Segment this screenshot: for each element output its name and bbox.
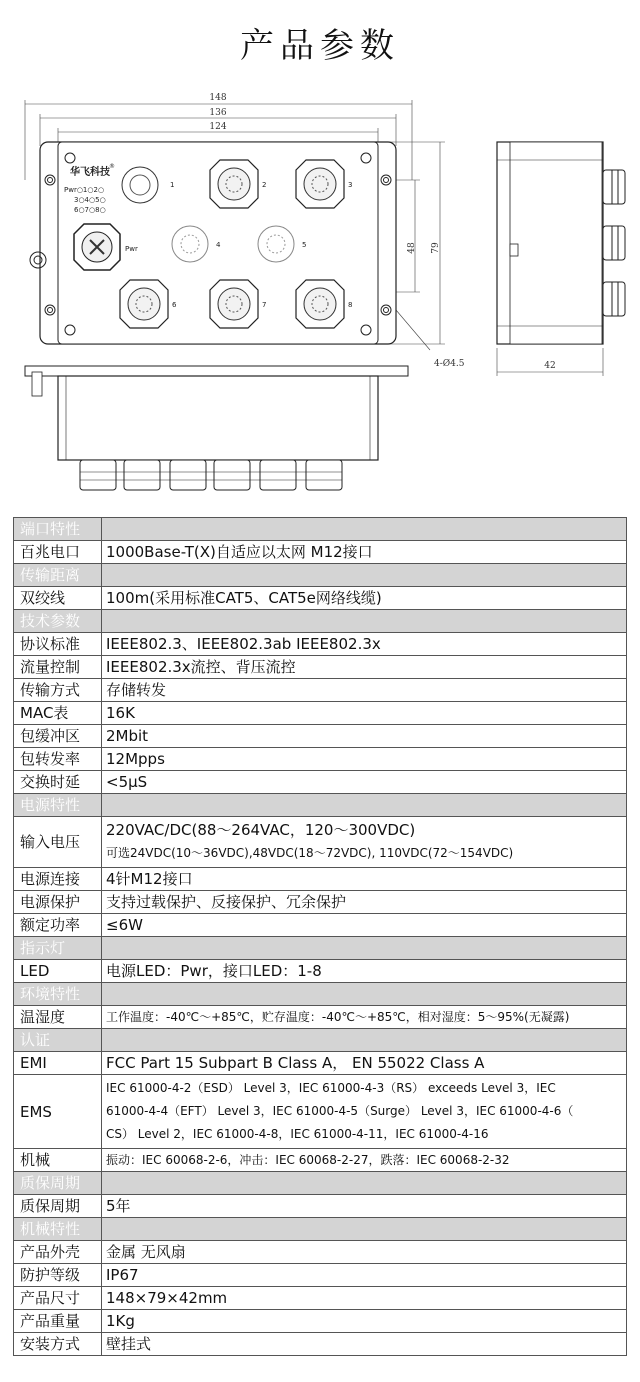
dim-148: 148 bbox=[209, 93, 227, 103]
spec-value: 16K bbox=[102, 702, 627, 725]
dim-hole: 4-Ø4.5 bbox=[434, 359, 465, 369]
spec-row bbox=[14, 1310, 627, 1333]
spec-label: EMS bbox=[14, 1075, 102, 1149]
side-view bbox=[497, 142, 625, 344]
spec-row bbox=[14, 1052, 627, 1075]
spec-value: 振动：IEC 60068-2-6，冲击：IEC 60068-2-27，跌落：IEC 60068-2-32 bbox=[102, 1149, 627, 1172]
spec-value: 12Mpps bbox=[102, 748, 627, 771]
section-blank-cell bbox=[102, 1172, 627, 1195]
spec-label: 电源连接 bbox=[14, 868, 102, 891]
spec-value: 2Mbit bbox=[102, 725, 627, 748]
dim-79: 79 bbox=[431, 242, 441, 254]
spec-row bbox=[14, 817, 627, 868]
section-header-row bbox=[14, 937, 627, 960]
spec-row bbox=[14, 1075, 627, 1149]
dim-42: 42 bbox=[544, 361, 556, 371]
section-header-row bbox=[14, 610, 627, 633]
led-row-1: Pwr○1○2○ bbox=[64, 186, 105, 194]
spec-row bbox=[14, 891, 627, 914]
section-header-row bbox=[14, 1172, 627, 1195]
port-2-connector bbox=[210, 160, 258, 208]
spec-value: 金属 无风扇 bbox=[102, 1241, 627, 1264]
spec-value: 支持过载保护、反接保护、冗余保护 bbox=[102, 891, 627, 914]
spec-value-line: IEC 61000-4-2（ESD） Level 3，IEC 61000-4-3（RS） exceeds Level 3，IEC bbox=[106, 1081, 556, 1095]
port-number-7: 7 bbox=[262, 301, 267, 309]
led-row-2: 3○4○5○ bbox=[74, 196, 106, 204]
section-blank-cell bbox=[102, 1029, 627, 1052]
spec-value: 5年 bbox=[102, 1195, 627, 1218]
spec-row bbox=[14, 1264, 627, 1287]
spec-table bbox=[13, 517, 627, 1356]
spec-label: LED bbox=[14, 960, 102, 983]
spec-value: IEEE802.3、IEEE802.3ab IEEE802.3x bbox=[102, 633, 627, 656]
spec-label: 百兆电口 bbox=[14, 541, 102, 564]
spec-label: 产品外壳 bbox=[14, 1241, 102, 1264]
section-blank-cell bbox=[102, 1218, 627, 1241]
port-6-connector bbox=[120, 280, 168, 328]
section-title: 技术参数 bbox=[14, 610, 102, 633]
section-title: 机械特性 bbox=[14, 1218, 102, 1241]
spec-value: 100m(采用标准CAT5、CAT5e网络线缆) bbox=[102, 587, 627, 610]
port-number-2: 2 bbox=[262, 181, 267, 189]
spec-label: 协议标准 bbox=[14, 633, 102, 656]
spec-value: 工作温度：-40℃～+85℃，贮存温度：-40℃～+85℃，相对湿度：5～95%(无凝露) bbox=[102, 1006, 627, 1029]
spec-value: 1000Base-T(X)自适应以太网 M12接口 bbox=[102, 541, 627, 564]
pwr-label: Pwr bbox=[125, 245, 138, 253]
spec-value: 存储转发 bbox=[102, 679, 627, 702]
spec-row bbox=[14, 1006, 627, 1029]
spec-row bbox=[14, 960, 627, 983]
port-1-connector bbox=[122, 167, 158, 203]
port-number-1: 1 bbox=[170, 181, 175, 189]
spec-value: IP67 bbox=[102, 1264, 627, 1287]
spec-value bbox=[102, 1075, 627, 1149]
port-7-connector bbox=[210, 280, 258, 328]
spec-value: FCC Part 15 Subpart B Class A， EN 55022 Class A bbox=[102, 1052, 627, 1075]
spec-row bbox=[14, 587, 627, 610]
spec-value bbox=[102, 817, 627, 868]
section-blank-cell bbox=[102, 518, 627, 541]
section-title: 认证 bbox=[14, 1029, 102, 1052]
section-title: 指示灯 bbox=[14, 937, 102, 960]
spec-row bbox=[14, 541, 627, 564]
spec-row bbox=[14, 1195, 627, 1218]
spec-row bbox=[14, 1333, 627, 1356]
spec-row bbox=[14, 656, 627, 679]
spec-table-body bbox=[14, 518, 627, 1356]
spec-row bbox=[14, 725, 627, 748]
section-header-row bbox=[14, 1218, 627, 1241]
spec-label: 机械 bbox=[14, 1149, 102, 1172]
port-number-8: 8 bbox=[348, 301, 353, 309]
spec-row bbox=[14, 748, 627, 771]
section-blank-cell bbox=[102, 794, 627, 817]
section-header-row bbox=[14, 794, 627, 817]
port-number-5: 5 bbox=[302, 241, 307, 249]
spec-value: 1Kg bbox=[102, 1310, 627, 1333]
spec-row bbox=[14, 1241, 627, 1264]
spec-value-line: CS） Level 2，IEC 61000-4-8，IEC 61000-4-11，IEC 61000-4-16 bbox=[106, 1127, 489, 1141]
port-number-6: 6 bbox=[172, 301, 177, 309]
spec-label: 电源保护 bbox=[14, 891, 102, 914]
led-row-3: 6○7○8○ bbox=[74, 206, 106, 214]
spec-label: 包缓冲区 bbox=[14, 725, 102, 748]
product-drawing bbox=[0, 80, 640, 510]
section-blank-cell bbox=[102, 610, 627, 633]
section-title: 端口特性 bbox=[14, 518, 102, 541]
spec-label: 产品重量 bbox=[14, 1310, 102, 1333]
spec-value: 4针M12接口 bbox=[102, 868, 627, 891]
spec-value: IEEE802.3x流控、背压流控 bbox=[102, 656, 627, 679]
spec-label: EMI bbox=[14, 1052, 102, 1075]
spec-label: MAC表 bbox=[14, 702, 102, 725]
spec-label: 流量控制 bbox=[14, 656, 102, 679]
spec-label: 输入电压 bbox=[14, 817, 102, 868]
spec-label: 包转发率 bbox=[14, 748, 102, 771]
port-4-connector bbox=[172, 226, 208, 262]
page-title: 产品参数 bbox=[240, 26, 400, 66]
section-header-row bbox=[14, 983, 627, 1006]
spec-value: 148×79×42mm bbox=[102, 1287, 627, 1310]
section-title: 电源特性 bbox=[14, 794, 102, 817]
spec-value-line: 220VAC/DC(88～264VAC，120～300VDC) bbox=[106, 821, 416, 839]
registered-mark: ® bbox=[109, 163, 115, 170]
spec-row bbox=[14, 1287, 627, 1310]
spec-label: 传输方式 bbox=[14, 679, 102, 702]
spec-row bbox=[14, 771, 627, 794]
port-5-connector bbox=[258, 226, 294, 262]
spec-value-line: 可选24VDC(10～36VDC),48VDC(18～72VDC), 110VDC(72～154VDC) bbox=[106, 846, 514, 860]
spec-label: 安装方式 bbox=[14, 1333, 102, 1356]
spec-label: 双绞线 bbox=[14, 587, 102, 610]
spec-row bbox=[14, 1149, 627, 1172]
power-connector bbox=[74, 224, 120, 270]
spec-label: 温湿度 bbox=[14, 1006, 102, 1029]
spec-row bbox=[14, 914, 627, 937]
port-number-3: 3 bbox=[348, 181, 353, 189]
port-3-connector bbox=[296, 160, 344, 208]
section-blank-cell bbox=[102, 937, 627, 960]
spec-row bbox=[14, 702, 627, 725]
spec-label: 防护等级 bbox=[14, 1264, 102, 1287]
spec-value-line: 61000-4-4（EFT） Level 3，IEC 61000-4-5（Surge） Level 3，IEC 61000-4-6（ bbox=[106, 1104, 574, 1118]
dim-48: 48 bbox=[407, 242, 417, 254]
section-header-row bbox=[14, 518, 627, 541]
spec-label: 质保周期 bbox=[14, 1195, 102, 1218]
spec-value: 壁挂式 bbox=[102, 1333, 627, 1356]
spec-label: 额定功率 bbox=[14, 914, 102, 937]
section-title: 传输距离 bbox=[14, 564, 102, 587]
spec-row bbox=[14, 679, 627, 702]
spec-value: 电源LED：Pwr，接口LED：1-8 bbox=[102, 960, 627, 983]
section-header-row bbox=[14, 564, 627, 587]
spec-label: 交换时延 bbox=[14, 771, 102, 794]
section-header-row bbox=[14, 1029, 627, 1052]
dim-136: 136 bbox=[209, 108, 227, 118]
spec-value: <5μS bbox=[102, 771, 627, 794]
dim-124: 124 bbox=[209, 122, 227, 132]
section-title: 环境特性 bbox=[14, 983, 102, 1006]
section-blank-cell bbox=[102, 983, 627, 1006]
spec-row bbox=[14, 633, 627, 656]
brand-label: 华飞科技 bbox=[70, 167, 110, 178]
bottom-view bbox=[25, 366, 408, 490]
port-number-4: 4 bbox=[216, 241, 221, 249]
port-8-connector bbox=[296, 280, 344, 328]
spec-value: ≤6W bbox=[102, 914, 627, 937]
section-title: 质保周期 bbox=[14, 1172, 102, 1195]
section-blank-cell bbox=[102, 564, 627, 587]
spec-label: 产品尺寸 bbox=[14, 1287, 102, 1310]
spec-row bbox=[14, 868, 627, 891]
